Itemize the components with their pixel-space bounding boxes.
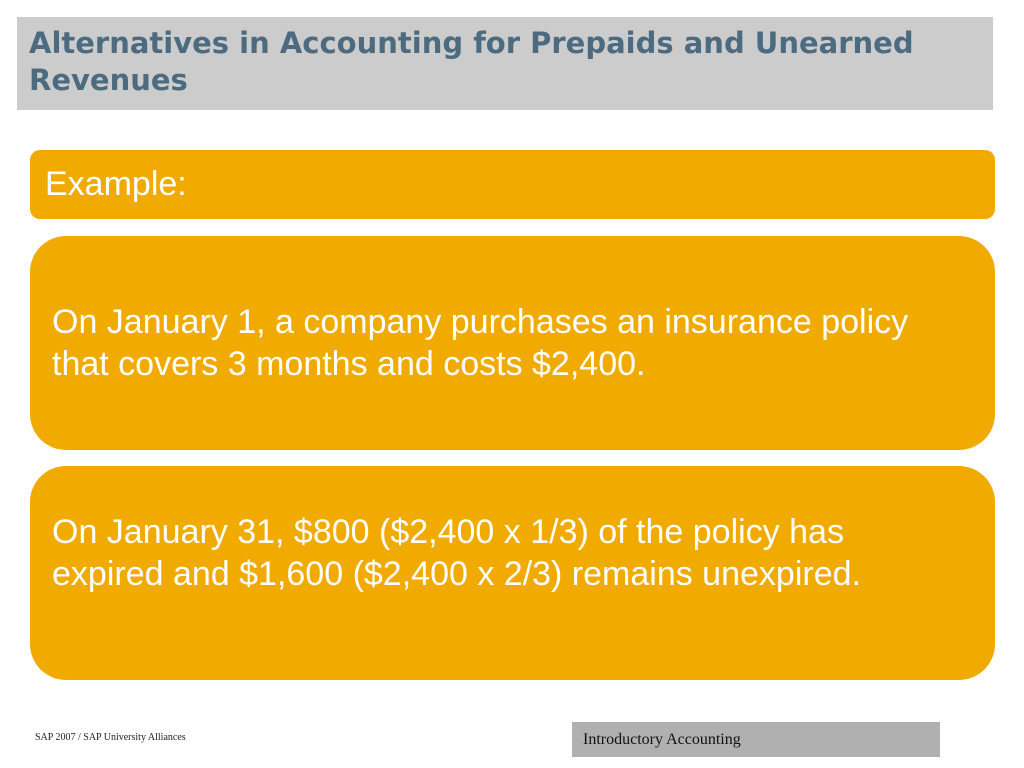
footer-course-label: Introductory Accounting: [572, 722, 940, 757]
expiration-description: On January 31, $800 ($2,400 x 1/3) of the policy has expired and $1,600 ($2,400 x 2/3) remains unexpired.: [52, 513, 861, 593]
example-label: Example:: [45, 165, 187, 203]
content-box-purchase: [30, 236, 995, 450]
purchase-description: On January 1, a company purchases an insurance policy that covers 3 months and costs $2,400.: [52, 303, 909, 383]
example-header-box: [30, 150, 995, 219]
footer-copyright: SAP 2007 / SAP University Alliances: [35, 732, 186, 743]
title-bar: [17, 17, 993, 110]
content-box-expiration: [30, 466, 995, 680]
slide-title: Alternatives in Accounting for Prepaids and Unearned Revenues: [29, 26, 914, 97]
